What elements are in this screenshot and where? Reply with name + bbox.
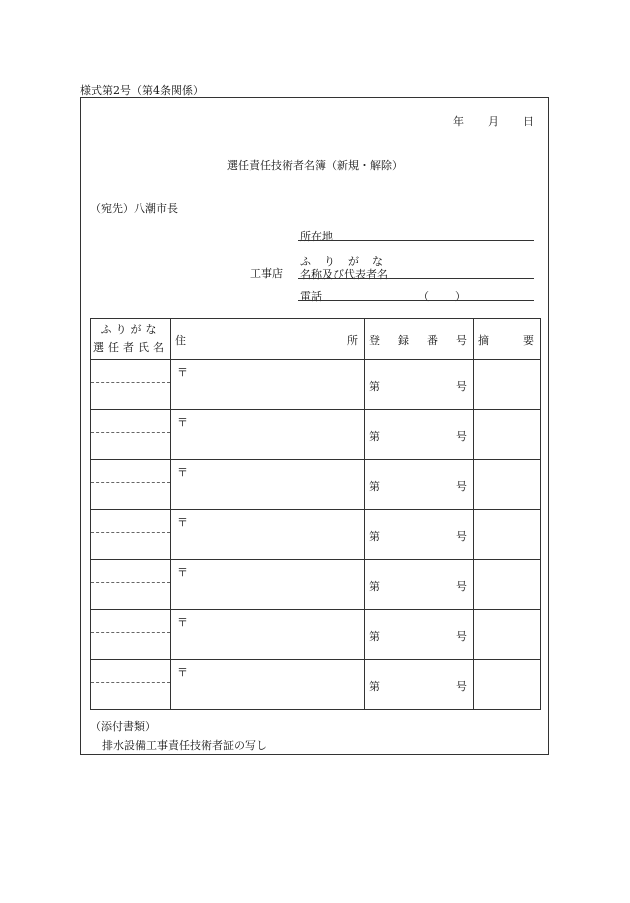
remarks-cell[interactable] [474, 660, 541, 710]
remarks-cell[interactable] [474, 510, 541, 560]
header-remarks-left: 摘 [478, 334, 489, 347]
address-cell[interactable] [171, 660, 365, 710]
table-row [91, 360, 541, 410]
address-cell[interactable] [171, 560, 365, 610]
remarks-cell[interactable] [474, 460, 541, 510]
table-header-row [91, 319, 541, 360]
regno-suffix: 号 [456, 680, 467, 693]
header-address-cell [171, 319, 365, 360]
name-cell[interactable] [91, 460, 171, 510]
regno-prefix: 第 [369, 480, 380, 493]
remarks-cell[interactable] [474, 560, 541, 610]
regno-suffix: 号 [456, 580, 467, 593]
header-address-right: 所 [347, 334, 358, 347]
name-cell[interactable] [91, 410, 171, 460]
table-row [91, 460, 541, 510]
appointee-table [90, 318, 541, 710]
regno-suffix: 号 [456, 430, 467, 443]
header-name-cell [91, 319, 171, 360]
postal-mark: 〒 [177, 666, 188, 679]
name-cell[interactable] [91, 360, 171, 410]
address-cell[interactable] [171, 510, 365, 560]
header-regno-char: 番 [427, 334, 438, 347]
phone-paren-close: ） [455, 290, 466, 303]
postal-mark: 〒 [177, 616, 188, 629]
attachment-item: 排水設備工事責任技術者証の写し [102, 739, 267, 752]
name-cell[interactable] [91, 660, 171, 710]
postal-mark: 〒 [177, 416, 188, 429]
address-cell[interactable] [171, 460, 365, 510]
company-name-field[interactable] [298, 278, 534, 279]
address-cell[interactable] [171, 410, 365, 460]
location-label: 所在地 [300, 230, 333, 243]
regno-cell[interactable] [365, 660, 474, 710]
date-month-label: 月 [488, 115, 499, 128]
furigana-divider [91, 582, 170, 583]
regno-prefix: 第 [369, 630, 380, 643]
remarks-cell[interactable] [474, 360, 541, 410]
remarks-cell[interactable] [474, 610, 541, 660]
addressee: （宛先）八潮市長 [90, 202, 178, 215]
regno-suffix: 号 [456, 530, 467, 543]
regno-prefix: 第 [369, 580, 380, 593]
postal-mark: 〒 [177, 516, 188, 529]
address-cell[interactable] [171, 360, 365, 410]
furigana-divider [91, 382, 170, 383]
header-regno-cell [365, 319, 474, 360]
regno-cell[interactable] [365, 610, 474, 660]
header-remarks-cell [474, 319, 541, 360]
postal-mark: 〒 [177, 366, 188, 379]
header-remarks-right: 要 [523, 334, 534, 347]
attachments-label: （添付書類） [90, 720, 156, 733]
regno-cell[interactable] [365, 460, 474, 510]
header-furigana: ふりがな [100, 323, 161, 336]
table-row [91, 510, 541, 560]
date-day-label: 日 [523, 115, 534, 128]
regno-suffix: 号 [456, 480, 467, 493]
table-row [91, 660, 541, 710]
address-cell[interactable] [171, 610, 365, 660]
regno-cell[interactable] [365, 560, 474, 610]
regno-suffix: 号 [456, 630, 467, 643]
regno-suffix: 号 [456, 380, 467, 393]
header-name: 選任者氏名 [93, 341, 168, 354]
date-year-label: 年 [453, 115, 464, 128]
header-regno-char: 登 [369, 334, 380, 347]
postal-mark: 〒 [177, 466, 188, 479]
regno-cell[interactable] [365, 360, 474, 410]
form-number-label: 様式第2号（第4条関係） [80, 84, 204, 97]
furigana-divider [91, 632, 170, 633]
header-regno-char: 録 [398, 334, 409, 347]
name-cell[interactable] [91, 510, 171, 560]
company-name-label: 名称及び代表者名 [300, 268, 388, 281]
phone-label: 電話 [300, 290, 322, 303]
regno-prefix: 第 [369, 430, 380, 443]
regno-cell[interactable] [365, 410, 474, 460]
regno-prefix: 第 [369, 530, 380, 543]
furigana-divider [91, 532, 170, 533]
postal-mark: 〒 [177, 566, 188, 579]
regno-cell[interactable] [365, 510, 474, 560]
furigana-label: ふ り が な [300, 255, 384, 268]
table-row [91, 560, 541, 610]
regno-prefix: 第 [369, 380, 380, 393]
furigana-divider [91, 682, 170, 683]
phone-paren-open: （ [418, 290, 429, 303]
name-cell[interactable] [91, 610, 171, 660]
remarks-cell[interactable] [474, 410, 541, 460]
phone-field[interactable] [298, 300, 534, 301]
header-address-left: 住 [175, 334, 186, 347]
furigana-divider [91, 432, 170, 433]
location-field[interactable] [298, 240, 534, 241]
furigana-divider [91, 482, 170, 483]
table-row [91, 410, 541, 460]
name-cell[interactable] [91, 560, 171, 610]
contractor-label: 工事店 [250, 267, 283, 280]
table-row [91, 610, 541, 660]
page-title: 選任責任技術者名簿（新規・解除） [227, 159, 403, 172]
regno-prefix: 第 [369, 680, 380, 693]
header-regno-char: 号 [456, 334, 467, 347]
